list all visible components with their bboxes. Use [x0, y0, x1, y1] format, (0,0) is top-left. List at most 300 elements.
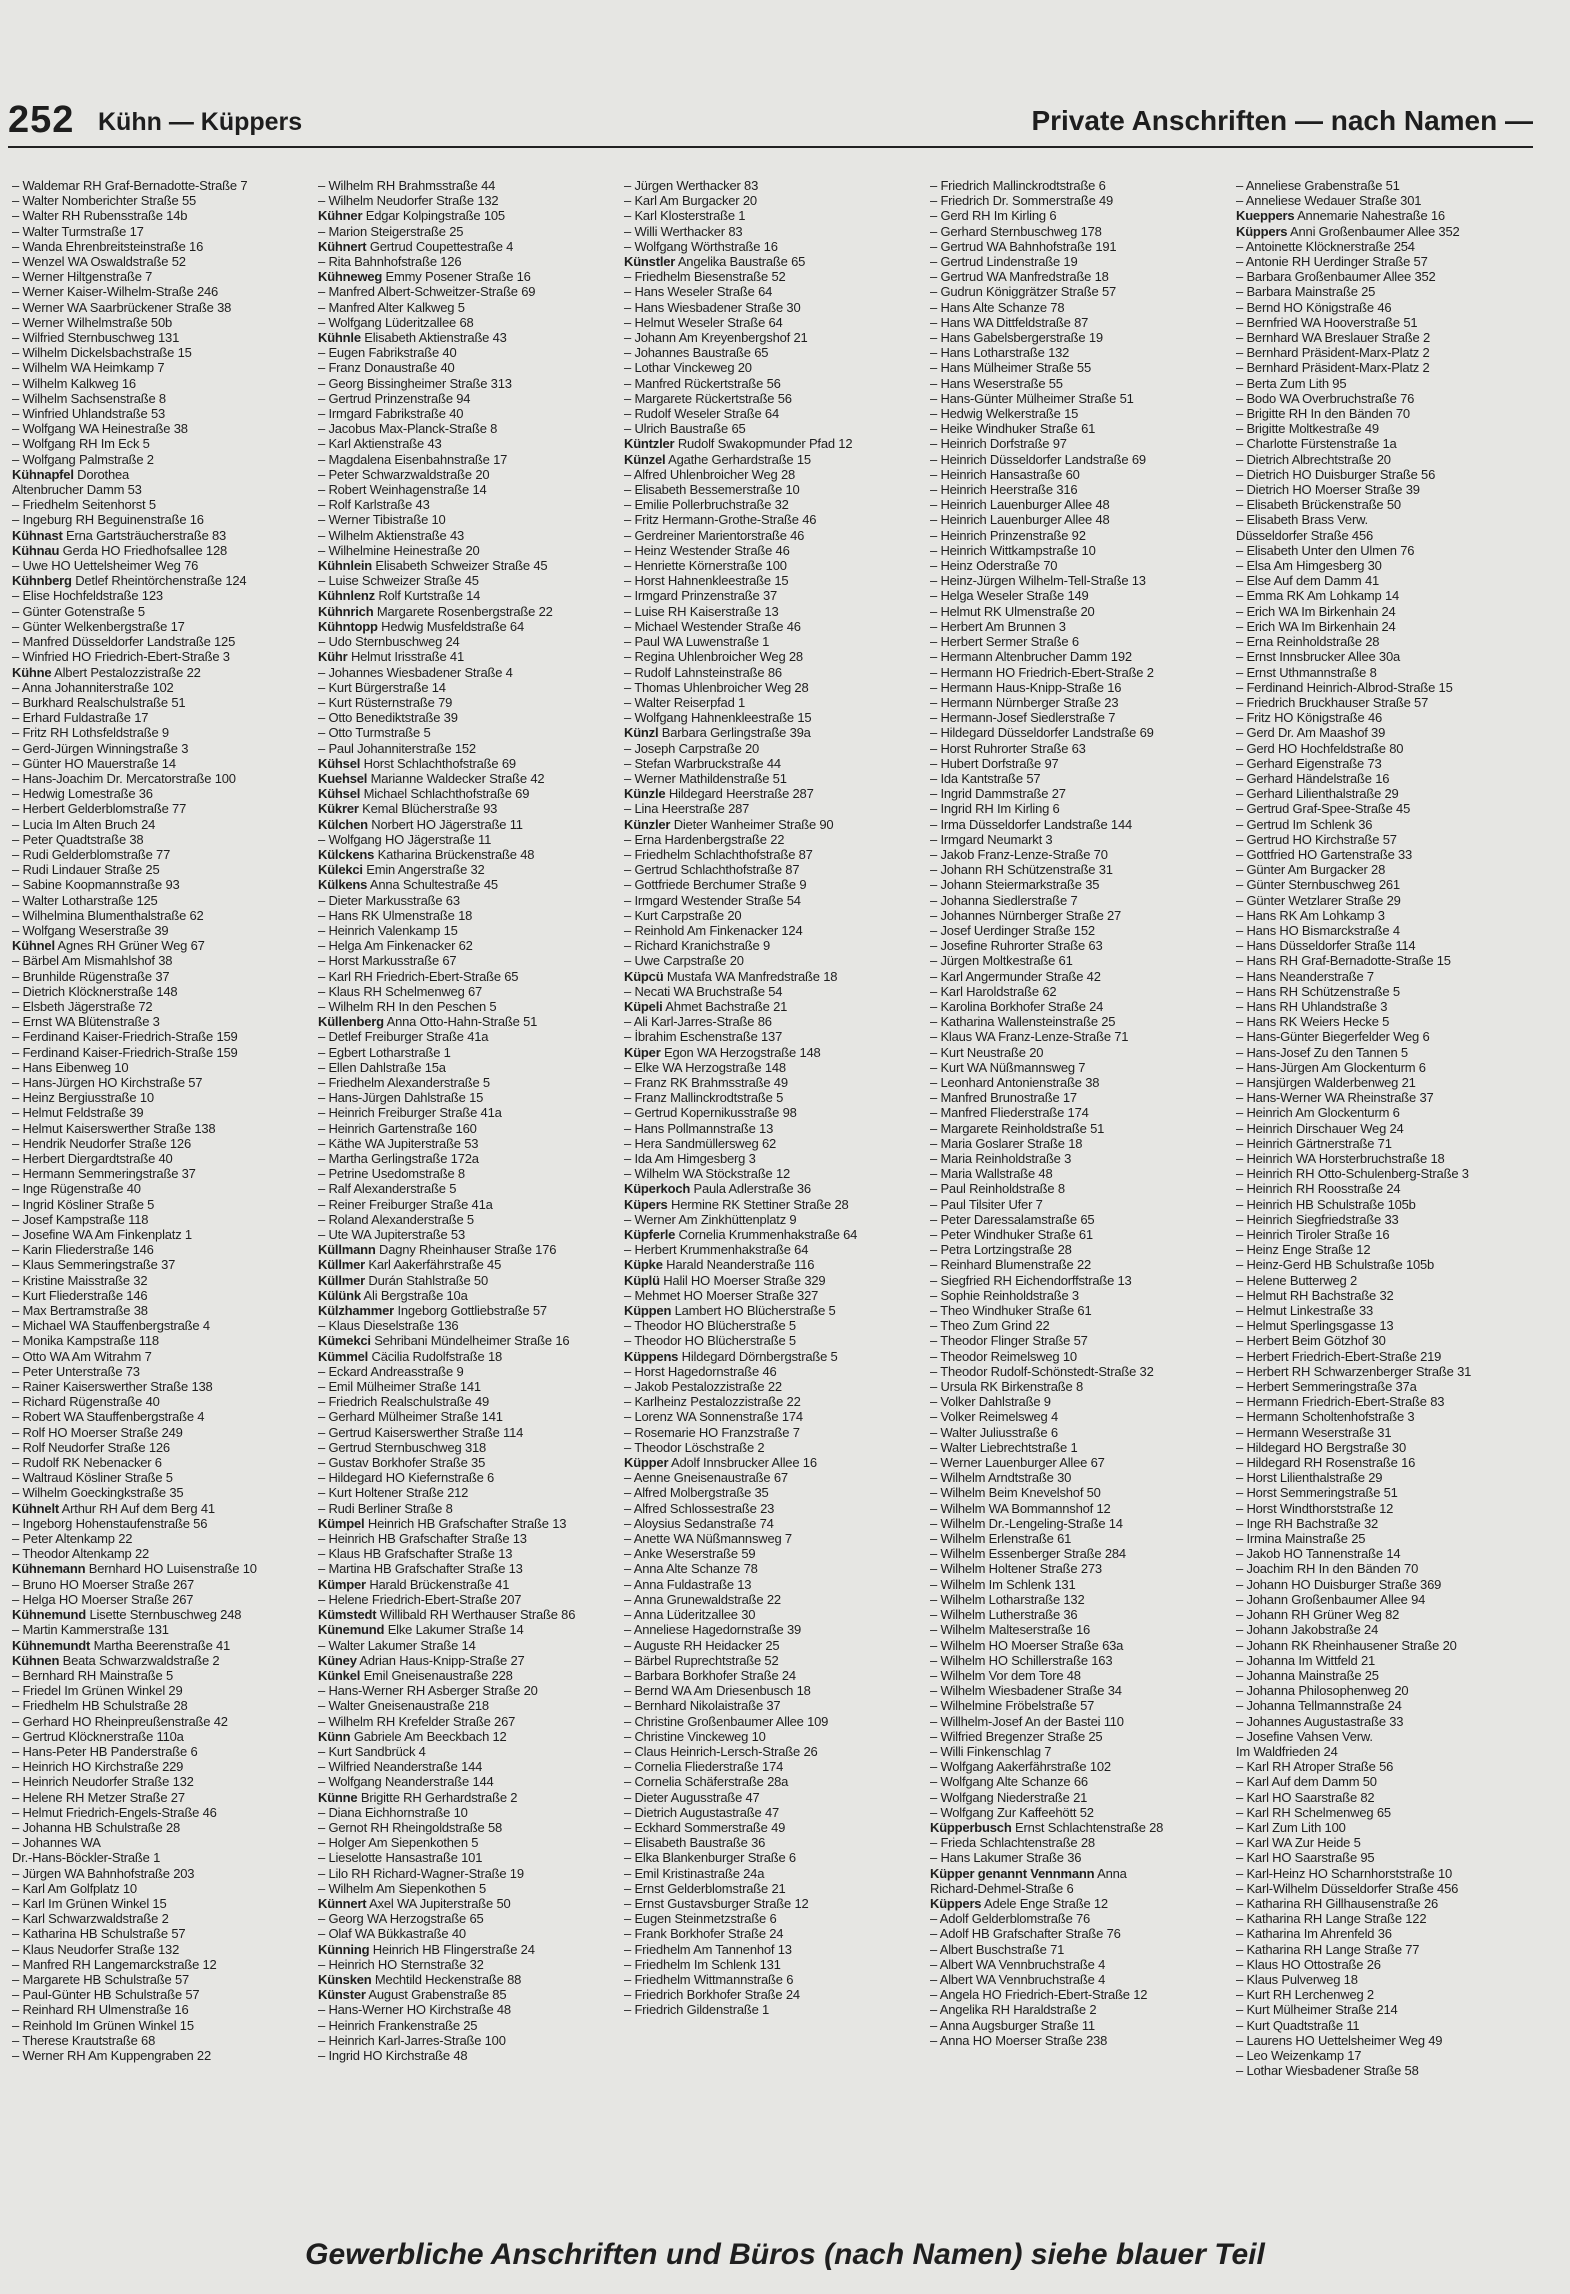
- directory-entry: – Monika Kampstraße 118: [12, 1333, 159, 1349]
- directory-entry: – Reinhard Blumenstraße 22: [930, 1257, 1092, 1273]
- directory-entry: – Hedwig Lomestraße 36: [12, 786, 153, 802]
- directory-entry: – Theodor Flinger Straße 57: [930, 1333, 1088, 1349]
- directory-entry: – Johanna Siedlerstraße 7: [930, 892, 1078, 908]
- directory-entry: Kümstedt Willibald RH Werthauser Straße 86: [318, 1607, 576, 1623]
- directory-entry: – Maria Wallstraße 48: [930, 1166, 1053, 1182]
- directory-entry: Kühnemund Lisette Sternbuschweg 248: [12, 1607, 242, 1623]
- directory-entry: – Gertrud Prinzenstraße 94: [318, 390, 471, 406]
- directory-entry: – Magdalena Eisenbahnstraße 17: [318, 451, 508, 467]
- directory-entry: – Thomas Uhlenbroicher Weg 28: [624, 679, 809, 695]
- directory-entry: – Anette WA Nüßmannsweg 7: [624, 1531, 792, 1547]
- directory-entry: Küperkoch Paula Adlerstraße 36: [624, 1181, 811, 1197]
- directory-entry: – Alfred Schlossestraße 23: [624, 1500, 775, 1516]
- directory-entry: – Heike Windhuker Straße 61: [930, 421, 1096, 437]
- directory-entry: – Karl Am Burgacker 20: [624, 193, 757, 209]
- directory-entry: – Jakob HO Tannenstraße 14: [1236, 1546, 1401, 1562]
- directory-entry: – Karl Haroldstraße 62: [930, 983, 1057, 999]
- directory-entry: – Therese Krautstraße 68: [12, 2032, 156, 2048]
- directory-entry: – Horst Ruhrorter Straße 63: [930, 740, 1086, 756]
- directory-entry: – Wilfried Bregenzer Straße 25: [930, 1728, 1103, 1744]
- directory-entry: – Uwe Carpstraße 20: [624, 953, 744, 969]
- directory-entry: – Berta Zum Lith 95: [1236, 375, 1347, 391]
- directory-entry: – Karl Zum Lith 100: [1236, 1819, 1346, 1835]
- directory-entry: – Karolina Borkhofer Straße 24: [930, 998, 1104, 1014]
- directory-entry: – Klaus Neudorfer Straße 132: [12, 1941, 180, 1957]
- directory-entry: – Reinhold Im Grünen Winkel 15: [12, 2017, 194, 2033]
- directory-entry: – Ingrid Dammstraße 27: [930, 786, 1066, 802]
- directory-entry: – Peter Windhuker Straße 61: [930, 1227, 1093, 1243]
- directory-entry: – Rudolf Weseler Straße 64: [624, 406, 779, 422]
- directory-entry: – Maria Reinholdstraße 3: [930, 1151, 1072, 1166]
- directory-entry: – Wilhelm Vor dem Tore 48: [930, 1667, 1081, 1683]
- directory-entry: – Friedrich Gildenstraße 1: [624, 2002, 770, 2018]
- directory-entry: – Heinz-Jürgen Wilhelm-Tell-Straße 13: [930, 573, 1146, 589]
- directory-entry: – Gottfried HO Gartenstraße 33: [1236, 846, 1413, 862]
- directory-entry: – Ferdinand Kaiser-Friedrich-Straße 159: [12, 1029, 238, 1045]
- directory-entry: – Hera Sandmüllersweg 62: [624, 1135, 777, 1151]
- directory-entry: – Helene Friedrich-Ebert-Straße 207: [318, 1591, 522, 1607]
- directory-entry: – Leonhard Antonienstraße 38: [930, 1074, 1100, 1090]
- directory-entry: Kühnel Agnes RH Grüner Weg 67: [12, 938, 205, 954]
- directory-column: [318, 178, 624, 2218]
- directory-entry: – Christine Großenbaumer Allee 109: [624, 1713, 829, 1729]
- directory-entry: – Hans-Josef Zu den Tannen 5: [1236, 1044, 1408, 1060]
- directory-entry: – Ellen Dahlstraße 15a: [318, 1059, 446, 1075]
- directory-entry: – Josef Uerdinger Straße 152: [930, 922, 1095, 938]
- directory-entry: – Heinrich Neudorfer Straße 132: [12, 1774, 194, 1790]
- directory-entry: – Josefine Vahsen Verw.: [1236, 1728, 1373, 1744]
- directory-entry: – Lieselotte Hansastraße 101: [318, 1850, 483, 1866]
- directory-entry: – Willhelm-Josef An der Bastei 110: [930, 1713, 1124, 1729]
- directory-entry: – Herbert Sermer Straße 6: [930, 634, 1079, 650]
- directory-entry: – Wilhelm Am Siepenkothen 5: [318, 1880, 487, 1896]
- directory-entry: – Heinz Enge Straße 12: [1236, 1242, 1371, 1258]
- directory-entry: Külzhammer Ingeborg Gottliebstraße 57: [318, 1303, 547, 1319]
- directory-entry: – Volker Dahlstraße 9: [930, 1394, 1051, 1410]
- directory-entry: – Johanna Mainstraße 25: [1236, 1667, 1379, 1683]
- directory-entry: – Wilhelm Wiesbadener Straße 34: [930, 1683, 1122, 1699]
- directory-entry: – Gertrud Kaiserswerther Straße 114: [318, 1424, 524, 1440]
- directory-entry: Kümekci Sehribani Mündelheimer Straße 16: [318, 1333, 570, 1349]
- directory-entry: – Heinz Westender Straße 46: [624, 542, 790, 558]
- directory-entry: Kükrer Kemal Blücherstraße 93: [318, 801, 498, 817]
- directory-entry: – Heinrich Dirschauer Weg 24: [1236, 1120, 1404, 1136]
- directory-entry: – Wolfgang Lüderitzallee 68: [318, 314, 474, 330]
- directory-entry: – Hubert Dorfstraße 97: [930, 755, 1059, 771]
- directory-entry: – Dietrich HO Moerser Straße 39: [1236, 482, 1420, 498]
- directory-entry: – Friedrich Dr. Sommerstraße 49: [930, 193, 1114, 209]
- directory-entry: – Hans Gabelsbergerstraße 19: [930, 330, 1103, 346]
- directory-entry: – Robert Weinhagenstraße 14: [318, 482, 487, 498]
- directory-entry: Küppers Adele Enge Straße 12: [930, 1895, 1108, 1911]
- directory-entry: – Bärbel Ruprechtstraße 52: [624, 1652, 779, 1668]
- directory-entry: – Hildegard Düsseldorfer Landstraße 69: [930, 725, 1154, 741]
- directory-entry: Künsken Mechtild Heckenstraße 88: [318, 1971, 522, 1987]
- directory-entry: – Werner Am Zinkhüttenplatz 9: [624, 1211, 797, 1227]
- directory-entry: – Hans Lakumer Straße 36: [930, 1850, 1082, 1866]
- directory-entry: – Günter HO Mauerstraße 14: [12, 755, 176, 771]
- directory-entry: – Gertrud Graf-Spee-Straße 45: [1236, 801, 1411, 817]
- directory-entry: – Ute WA Jupiterstraße 53: [318, 1227, 465, 1243]
- directory-entry: – Lina Heerstraße 287: [624, 801, 750, 817]
- directory-entry: – Walter Lotharstraße 125: [12, 892, 158, 908]
- directory-entry: – Hans-Jürgen Am Glockenturm 6: [1236, 1059, 1426, 1075]
- directory-entry: – Emilie Pollerbruchstraße 32: [624, 497, 789, 513]
- directory-entry: – Helga HO Moerser Straße 267: [12, 1591, 194, 1607]
- directory-entry: Küpperbusch Ernst Schlachtenstraße 28: [930, 1819, 1164, 1835]
- directory-entry: – Hans-Jürgen HO Kirchstraße 57: [12, 1074, 203, 1090]
- directory-entry: Küpke Harald Neanderstraße 116: [624, 1257, 815, 1273]
- directory-entry: – Waltraud Kösliner Straße 5: [12, 1470, 173, 1486]
- directory-entry: – Richard Kranichstraße 9: [624, 938, 771, 954]
- directory-entry: – Irma Düsseldorfer Landstraße 144: [930, 816, 1133, 832]
- directory-entry: – Eckard Andreasstraße 9: [318, 1363, 464, 1379]
- directory-entry: – Irmgard Westender Straße 54: [624, 892, 801, 908]
- directory-entry: – Klaus Dieselstraße 136: [318, 1318, 459, 1334]
- directory-entry: – Paul Johanniterstraße 152: [318, 740, 476, 756]
- directory-entry: Künster August Grabenstraße 85: [318, 1987, 507, 2003]
- directory-entry: – Heinrich Karl-Jarres-Straße 100: [318, 2032, 506, 2048]
- directory-entry: – Kurt Fliederstraße 146: [12, 1287, 148, 1303]
- directory-entry: Künzel Agathe Gerhardstraße 15: [624, 451, 811, 467]
- directory-entry: – Gerd Dr. Am Maashof 39: [1236, 725, 1386, 741]
- directory-entry: Kühnberg Detlef Rheintörchenstraße 124: [12, 573, 247, 589]
- directory-entry: – Günter Am Burgacker 28: [1236, 862, 1386, 878]
- directory-entry: – Wilhelm Malteserstraße 16: [930, 1622, 1091, 1638]
- directory-entry: – Bernhard Nikolaistraße 37: [624, 1698, 781, 1714]
- directory-entry: – Johannes Nürnberger Straße 27: [930, 907, 1122, 923]
- directory-entry: – Heinrich Dorfstraße 97: [930, 436, 1067, 452]
- directory-entry: – Erhard Fuldastraße 17: [12, 710, 149, 726]
- directory-entry: Küllmer Karl Aakerfährstraße 45: [318, 1257, 502, 1273]
- directory-entry: – Hildegard HO Bergstraße 30: [1236, 1439, 1406, 1455]
- directory-entry: – Inge Rügenstraße 40: [12, 1181, 141, 1197]
- directory-entry: – Holger Am Siepenkothen 5: [318, 1835, 479, 1851]
- directory-entry: – Wolfgang HO Jägerstraße 11: [318, 831, 492, 847]
- directory-entry: – Wolfgang Palmstraße 2: [12, 451, 154, 467]
- directory-entry: – Elka Blankenburger Straße 6: [624, 1850, 796, 1866]
- directory-entry: – Martin Kammerstraße 131: [12, 1622, 169, 1638]
- directory-entry: Küntzler Rudolf Swakopmunder Pfad 12: [624, 436, 853, 452]
- directory-entry: – Rita Bahnhofstraße 126: [318, 254, 462, 270]
- directory-entry: – Peter Unterstraße 73: [12, 1363, 140, 1379]
- directory-entry: – Wilhelm Sachsenstraße 8: [12, 390, 166, 406]
- directory-entry: – Lothar Wiesbadener Straße 58: [1236, 2063, 1419, 2079]
- directory-entry: – Hedwig Welkerstraße 15: [930, 406, 1079, 422]
- directory-entry: – Necati WA Bruchstraße 54: [624, 983, 783, 999]
- directory-entry: – Helmut Weseler Straße 64: [624, 314, 783, 330]
- directory-entry: – Wilhelm Dr.-Lengeling-Straße 14: [930, 1515, 1123, 1531]
- directory-entry: – Johann RK Rheinhausener Straße 20: [1236, 1637, 1457, 1653]
- directory-entry: – Elisabeth Brückenstraße 50: [1236, 497, 1401, 513]
- directory-entry: – Anna HO Moerser Straße 238: [930, 2032, 1108, 2048]
- directory-entry: – Siegfried RH Eichendorffstraße 13: [930, 1272, 1132, 1288]
- directory-entry: – Horst Markusstraße 67: [318, 953, 457, 969]
- directory-entry: – Friedrich Bruckhauser Straße 57: [1236, 694, 1429, 710]
- directory-entry: – Mehmet HO Moerser Straße 327: [624, 1287, 819, 1303]
- directory-entry: – Katharina Im Ahrenfeld 36: [1236, 1926, 1392, 1942]
- directory-entry: – Karl Klosterstraße 1: [624, 208, 746, 224]
- directory-entry: – Karl Schwarzwaldstraße 2: [12, 1911, 169, 1927]
- directory-entry: – Helmut RK Ulmenstraße 20: [930, 603, 1095, 619]
- directory-entry: – Karl RH Atroper Straße 56: [1236, 1759, 1394, 1775]
- directory-entry: – Georg WA Herzogstraße 65: [318, 1911, 484, 1927]
- directory-entry: – Anna Alte Schanze 78: [624, 1561, 758, 1577]
- directory-entry: Küppers Anni Großenbaumer Allee 352: [1236, 223, 1460, 239]
- directory-entry: – Dietrich Albrechtstraße 20: [1236, 451, 1391, 467]
- directory-entry: – Antonie RH Uerdinger Straße 57: [1236, 254, 1428, 270]
- directory-entry: – Fritz RH Lothsfeldstraße 9: [12, 725, 169, 741]
- directory-entry: – Hans Weserstraße 55: [930, 375, 1063, 391]
- directory-entry: – Katharina RH Gillhausenstraße 26: [1236, 1895, 1439, 1911]
- directory-entry: – Heinrich Valenkamp 15: [318, 922, 458, 938]
- directory-entry: – Heinrich Am Glockenturm 6: [1236, 1105, 1400, 1121]
- directory-entry: – Irmgard Prinzenstraße 37: [624, 588, 778, 604]
- directory-entry: – Detlef Freiburger Straße 41a: [318, 1029, 489, 1045]
- directory-entry: – Else Auf dem Damm 41: [1236, 573, 1379, 589]
- directory-entry: – Max Bertramstraße 38: [12, 1303, 148, 1319]
- directory-entry: – Gernot RH Rheingoldstraße 58: [318, 1819, 503, 1835]
- directory-entry: – Wolfgang Alte Schanze 66: [930, 1774, 1088, 1790]
- directory-entry: – Peter Schwarzwaldstraße 20: [318, 466, 490, 482]
- directory-entry: – Johanna Philosophenweg 20: [1236, 1683, 1409, 1699]
- directory-entry: Kühnapfel Dorothea: [12, 466, 130, 482]
- directory-entry: – Johannes Baustraße 65: [624, 345, 769, 361]
- directory-entry: – Ingrid Kösliner Straße 5: [12, 1196, 155, 1212]
- directory-entry: – Wilhelm Arndtstraße 30: [930, 1470, 1072, 1486]
- directory-entry: – Theo Windhuker Straße 61: [930, 1303, 1092, 1319]
- directory-entry: – Gertrud WA Bahnhofstraße 191: [930, 238, 1117, 254]
- directory-entry: Künkel Emil Gneisenaustraße 228: [318, 1667, 513, 1683]
- directory-entry: – Erich WA Im Birkenhain 24: [1236, 618, 1396, 634]
- directory-entry: – Hans Pollmannstraße 13: [624, 1120, 774, 1136]
- directory-entry: – Hans RK Ulmenstraße 18: [318, 907, 473, 923]
- directory-entry: – Friedhelm HB Schulstraße 28: [12, 1698, 188, 1714]
- directory-entry: – Karl RH Schelmenweg 65: [1236, 1804, 1391, 1820]
- directory-entry: – Hans Lotharstraße 132: [930, 345, 1070, 361]
- directory-entry: – Heinrich Frankenstraße 25: [318, 2017, 478, 2033]
- directory-entry: – Gerdreiner Marientorstraße 46: [624, 527, 805, 543]
- directory-entry: – Eckhard Sommerstraße 49: [624, 1819, 786, 1835]
- directory-entry: Küppen Lambert HO Blücherstraße 5: [624, 1303, 836, 1319]
- directory-column: [1236, 178, 1542, 2218]
- directory-entry: – Wilhelmine Heinestraße 20: [318, 542, 480, 558]
- directory-entry: – Dieter Markusstraße 63: [318, 892, 460, 908]
- directory-entry: – Anna Augsburger Straße 11: [930, 2017, 1095, 2033]
- directory-entry: Külckens Katharina Brückenstraße 48: [318, 846, 535, 862]
- directory-entry: – Diana Eichhornstraße 10: [318, 1804, 468, 1820]
- directory-entry: – Wolfgang Wörthstraße 16: [624, 238, 778, 254]
- directory-entry: – Hans Weseler Straße 64: [624, 284, 773, 300]
- directory-entry: – Adolf HB Grafschafter Straße 76: [930, 1926, 1121, 1942]
- directory-entry: – Werner WA Saarbrückener Straße 38: [12, 299, 232, 315]
- directory-entry: – Gerhard HO Rheinpreußenstraße 42: [12, 1713, 228, 1729]
- directory-entry: – Jürgen Werthacker 83: [624, 178, 759, 193]
- directory-entry: – Josefine Ruhrorter Straße 63: [930, 938, 1103, 954]
- directory-entry: – Johannes Augustastraße 33: [1236, 1713, 1404, 1729]
- directory-entry: – Wilhelmine Fröbelstraße 57: [930, 1698, 1095, 1714]
- directory-column: [12, 178, 318, 2218]
- directory-entry: – Kristine Maisstraße 32: [12, 1272, 148, 1288]
- directory-entry: Kühnlein Elisabeth Schweizer Straße 45: [318, 558, 548, 574]
- directory-entry: – Johann RH Grüner Weg 82: [1236, 1607, 1400, 1623]
- directory-entry: – Albert WA Vennbruchstraße 4: [930, 1971, 1106, 1987]
- directory-entry: – Regina Uhlenbroicher Weg 28: [624, 649, 803, 665]
- directory-entry: Kümper Harald Brückenstraße 41: [318, 1576, 510, 1592]
- directory-entry: – Gertrud WA Manfredstraße 18: [930, 269, 1109, 285]
- directory-entry: Kühneweg Emmy Posener Straße 16: [318, 269, 531, 285]
- directory-entry: – Günter Welkenbergstraße 17: [12, 618, 185, 634]
- directory-entry: – Bernhard Präsident-Marx-Platz 2: [1236, 345, 1430, 361]
- directory-entry: Kühr Helmut Irisstraße 41: [318, 649, 464, 665]
- directory-entry: – Wilhelm WA Heimkamp 7: [12, 360, 165, 376]
- directory-entry: – Wolfgang RH Im Eck 5: [12, 436, 150, 452]
- directory-entry: – Robert WA Stauffenbergstraße 4: [12, 1409, 205, 1425]
- directory-entry: – Theodor Reimelsweg 10: [930, 1348, 1077, 1364]
- directory-entry: – Walter Juliusstraße 6: [930, 1424, 1058, 1440]
- directory-entry: – Joachim RH In den Bänden 70: [1236, 1561, 1419, 1577]
- directory-entry: – Adolf Gelderblomstraße 76: [930, 1911, 1091, 1927]
- directory-entry: – Horst Lilienthalstraße 29: [1236, 1470, 1383, 1486]
- directory-entry: – Sabine Koopmannstraße 93: [12, 877, 180, 893]
- directory-entry: – Albert WA Vennbruchstraße 4: [930, 1956, 1106, 1972]
- directory-entry: – Eugen Fabrikstraße 40: [318, 345, 457, 361]
- directory-entry: – Elisabeth Bessemerstraße 10: [624, 482, 800, 498]
- directory-entry: – Rudi Lindauer Straße 25: [12, 862, 160, 878]
- directory-entry: – Johann Jakobstraße 24: [1236, 1622, 1379, 1638]
- directory-entry: – Reiner Freiburger Straße 41a: [318, 1196, 493, 1212]
- directory-entry: – Herbert Semmeringstraße 37a: [1236, 1379, 1417, 1395]
- directory-entry: – Anneliese Grabenstraße 51: [1236, 178, 1400, 193]
- directory-entry: – Barbara Großenbaumer Allee 352: [1236, 269, 1436, 285]
- directory-entry: – Hans-Peter HB Panderstraße 6: [12, 1743, 198, 1759]
- directory-entry: – Otto WA Am Witrahm 7: [12, 1348, 152, 1364]
- directory-entry: – Hildegard HO Kiefernstraße 6: [318, 1470, 495, 1486]
- directory-entry: – Gerd RH Im Kirling 6: [930, 208, 1057, 224]
- directory-entry: – Michael Westender Straße 46: [624, 618, 801, 634]
- page-number: 252: [8, 99, 75, 141]
- directory-entry: – Ralf Alexanderstraße 5: [318, 1181, 457, 1197]
- directory-entry: – Hans HO Bismarckstraße 4: [1236, 922, 1400, 938]
- directory-entry: – Brigitte Moltkestraße 49: [1236, 421, 1379, 437]
- directory-entry: – Hans RH Graf-Bernadotte-Straße 15: [1236, 953, 1451, 969]
- directory-entry: Kueppers Annemarie Nahestraße 16: [1236, 208, 1445, 224]
- directory-entry: Kuehsel Marianne Waldecker Straße 42: [318, 770, 545, 786]
- directory-entry: Kühnen Beata Schwarzwaldstraße 2: [12, 1652, 220, 1668]
- directory-entry: – Stefan Warbruckstraße 44: [624, 755, 781, 771]
- directory-entry: – Johann HO Duisburger Straße 369: [1236, 1576, 1442, 1592]
- directory-entry: – İbrahim Eschenstraße 137: [624, 1029, 783, 1045]
- directory-entry: – Theodor Löschstraße 2: [624, 1439, 765, 1455]
- directory-entry: – Wilhelm Lutherstraße 36: [930, 1607, 1078, 1623]
- directory-entry: Kümpel Heinrich HB Grafschafter Straße 13: [318, 1515, 567, 1531]
- directory-entry: – Karl-Wilhelm Düsseldorfer Straße 456: [1236, 1880, 1459, 1896]
- section-title: Private Anschriften — nach Namen —: [1031, 105, 1533, 136]
- directory-entry: – Hermann Haus-Knipp-Straße 16: [930, 679, 1122, 695]
- directory-entry: – Jürgen WA Bahnhofstraße 203: [12, 1865, 195, 1881]
- directory-entry: – Johanna HB Schulstraße 28: [12, 1819, 181, 1835]
- directory-entry: – Elise Hochfeldstraße 123: [12, 588, 163, 604]
- directory-entry: – Ingrid RH Im Kirling 6: [930, 801, 1060, 817]
- directory-entry: Kühntopp Hedwig Musfeldstraße 64: [318, 618, 524, 634]
- directory-entry: Kühnle Elisabeth Aktienstraße 43: [318, 330, 507, 346]
- directory-entry: – Hans Alte Schanze 78: [930, 299, 1065, 315]
- directory-entry: – Jürgen Moltkestraße 61: [930, 953, 1073, 969]
- directory-entry: – Angelika RH Haraldstraße 2: [930, 2002, 1097, 2018]
- directory-entry: – Wolfgang Neanderstraße 144: [318, 1774, 494, 1790]
- directory-entry: – Rudolf RK Nebenacker 6: [12, 1455, 162, 1471]
- directory-entry: – Klaus Pulverweg 18: [1236, 1971, 1358, 1987]
- directory-entry: Küppens Hildegard Dörnbergstraße 5: [624, 1348, 838, 1364]
- directory-entry: – Walter Lakumer Straße 14: [318, 1637, 476, 1653]
- directory-entry: – Jakob Franz-Lenze-Straße 70: [930, 846, 1108, 862]
- directory-entry: – Jacobus Max-Planck-Straße 8: [318, 421, 498, 437]
- directory-entry: – Wilhelmina Blumenthalstraße 62: [12, 907, 204, 923]
- directory-entry: – Werner Tibistraße 10: [318, 512, 446, 528]
- directory-entry: – Maria Goslarer Straße 18: [930, 1135, 1083, 1151]
- directory-entry: Küpferle Cornelia Krummenhakstraße 64: [624, 1227, 858, 1243]
- directory-entry: – Hans WA Dittfeldstraße 87: [930, 314, 1089, 330]
- directory-entry: – Bodo WA Overbruchstraße 76: [1236, 390, 1415, 406]
- directory-entry: – Karl Angermunder Straße 42: [930, 968, 1101, 984]
- directory-entry: Richard-Dehmel-Straße 6: [930, 1880, 1074, 1896]
- directory-entry: – Horst Windthorststraße 12: [1236, 1500, 1394, 1516]
- directory-entry: – Bruno HO Moerser Straße 267: [12, 1576, 195, 1592]
- directory-entry: – Manfred RH Langemarckstraße 12: [12, 1956, 217, 1972]
- directory-entry: – Manfred Alter Kalkweg 5: [318, 299, 465, 315]
- directory-entry: – Gertrud Kopernikusstraße 98: [624, 1105, 797, 1121]
- directory-entry: – Klaus HB Grafschafter Straße 13: [318, 1546, 513, 1562]
- directory-entry: – Wilhelm Aktienstraße 43: [318, 527, 465, 543]
- directory-entry: – Wilhelm RH Krefelder Straße 267: [318, 1713, 516, 1729]
- directory-entry: – Heinrich Hansastraße 60: [930, 466, 1080, 482]
- directory-entry: – Charlotte Fürstenstraße 1a: [1236, 436, 1397, 452]
- directory-entry: – Wilhelm RH Brahmsstraße 44: [318, 178, 496, 193]
- directory-entry: Künemund Elke Lakumer Straße 14: [318, 1622, 524, 1638]
- directory-entry: – Rainer Kaiserswerther Straße 138: [12, 1379, 213, 1395]
- directory-entry: – Karl Im Grünen Winkel 15: [12, 1895, 167, 1911]
- directory-entry: – Otto Turmstraße 5: [318, 725, 431, 741]
- directory-entry: – Elisabeth Brass Verw.: [1236, 512, 1368, 528]
- directory-entry: – Heinz Bergiusstraße 10: [12, 1090, 154, 1106]
- directory-entry: – Heinrich Gartenstraße 160: [318, 1120, 477, 1136]
- directory-entry: – Horst Semmeringstraße 51: [1236, 1485, 1398, 1501]
- directory-entry: – Wilhelm Neudorfer Straße 132: [318, 193, 499, 209]
- directory-entry: – Anna Lüderitzallee 30: [624, 1607, 756, 1623]
- directory-entry: – Bernhard Präsident-Marx-Platz 2: [1236, 360, 1430, 376]
- directory-entry: Küpers Hermine RK Stettiner Straße 28: [624, 1196, 849, 1212]
- directory-entry: – Gerd HO Hochfeldstraße 80: [1236, 740, 1404, 756]
- directory-entry: – Georg Bissingheimer Straße 313: [318, 375, 512, 391]
- directory-entry: Külkens Anna Schultestraße 45: [318, 877, 498, 893]
- directory-entry: – Peter Altenkamp 22: [12, 1531, 133, 1547]
- directory-entry: – Horst Hahnenkleestraße 15: [624, 573, 789, 589]
- directory-entry: – Albert Buschstraße 71: [930, 1941, 1065, 1957]
- directory-entry: – Margarete Reinholdstraße 51: [930, 1120, 1105, 1136]
- directory-entry: – Margarete HB Schulstraße 57: [12, 1971, 190, 1987]
- directory-entry: – Hans Düsseldorfer Straße 114: [1236, 938, 1416, 954]
- page-header: [8, 99, 1533, 148]
- directory-entry: – Heinrich Gärtnerstraße 71: [1236, 1135, 1392, 1151]
- directory-entry: – Erna Reinholdstraße 28: [1236, 634, 1380, 650]
- directory-entry: – Friedhelm Biesenstraße 52: [624, 269, 786, 285]
- directory-entry: – Walter Liebrechtstraße 1: [930, 1439, 1078, 1455]
- directory-entry: – Hans-Günter Mülheimer Straße 51: [930, 390, 1134, 406]
- directory-entry: – Peter Daressalamstraße 65: [930, 1211, 1095, 1227]
- directory-entry: – Rolf Neudorfer Straße 126: [12, 1439, 170, 1455]
- directory-entry: – Hans RH Schützenstraße 5: [1236, 983, 1400, 999]
- directory-entry: – Ernst Innsbrucker Allee 30a: [1236, 649, 1401, 665]
